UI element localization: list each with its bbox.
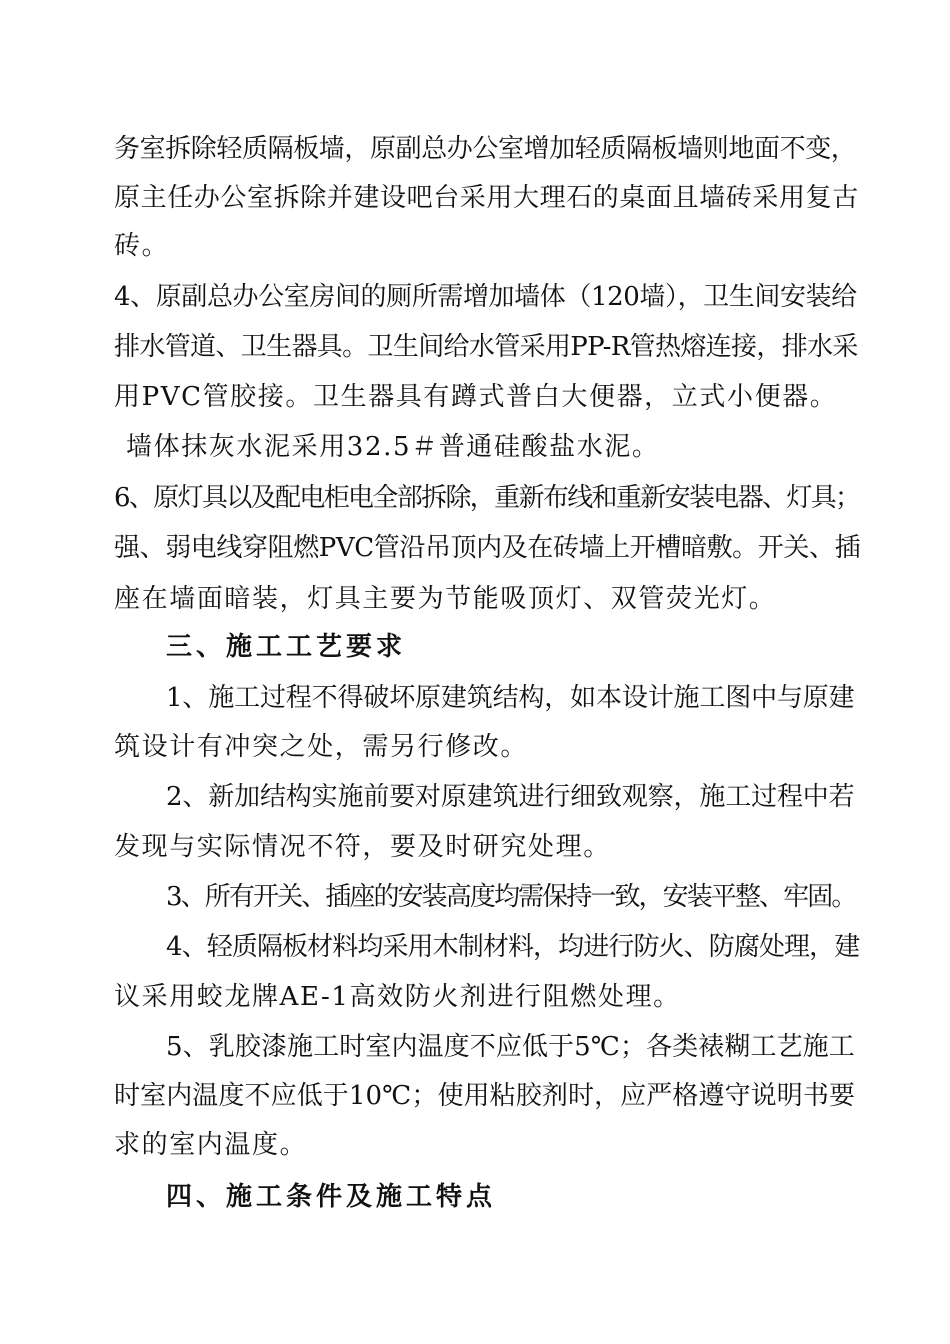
body-line: 务室拆除轻质隔板墙，原副总办公室增加轻质隔板墙则地面不变， (114, 134, 857, 164)
body-line: 4、原副总办公室房间的厕所需增加墙体（120墙），卫生间安装给 (114, 282, 857, 312)
body-line: 原主任办公室拆除并建设吧台采用大理石的桌面且墙砖采用复古 (114, 183, 859, 213)
body-line: 座在墙面暗装，灯具主要为节能吸顶灯、双管荧光灯。 (114, 584, 777, 614)
body-line: 3、所有开关、插座的安装高度均需保持一致，安装平整、牢固。 (166, 882, 856, 912)
body-line: 排水管道、卫生器具。卫生间给水管采用PP-R管热熔连接，排水采 (114, 332, 858, 362)
body-line: 1、施工过程不得破坏原建筑结构，如本设计施工图中与原建 (166, 683, 855, 713)
section-heading: 四、施工条件及施工特点 (166, 1182, 497, 1212)
body-line: 砖。 (114, 231, 170, 261)
body-line: 墙体抹灰水泥采用32.5＃普通硅酸盐水泥。 (126, 432, 660, 462)
body-line: 筑设计有冲突之处，需另行修改。 (114, 732, 529, 762)
body-line: 5、乳胶漆施工时室内温度不应低于5℃；各类裱糊工艺施工 (166, 1032, 855, 1062)
section-heading: 三、施工工艺要求 (166, 632, 407, 662)
body-line: 时室内温度不应低于10℃；使用粘胶剂时，应严格遵守说明书要 (114, 1081, 856, 1111)
body-line: 用PVC管胶接。卫生器具有蹲式普白大便器，立式小便器。 (114, 382, 838, 412)
body-line: 求的室内温度。 (114, 1130, 308, 1160)
body-line: 强、弱电线穿阻燃PVC管沿吊顶内及在砖墙上开槽暗敷。开关、插 (114, 533, 861, 563)
body-line: 6、原灯具以及配电柜电全部拆除，重新布线和重新安装电器、灯具； (114, 483, 860, 513)
body-line: 议采用蛟龙牌AE-1高效防火剂进行阻燃处理。 (114, 982, 681, 1012)
body-line: 4、轻质隔板材料均采用木制材料，均进行防火、防腐处理，建 (166, 932, 860, 962)
body-line: 2、新加结构实施前要对原建筑进行细致观察，施工过程中若 (166, 782, 855, 812)
body-line: 发现与实际情况不符，要及时研究处理。 (114, 832, 611, 862)
